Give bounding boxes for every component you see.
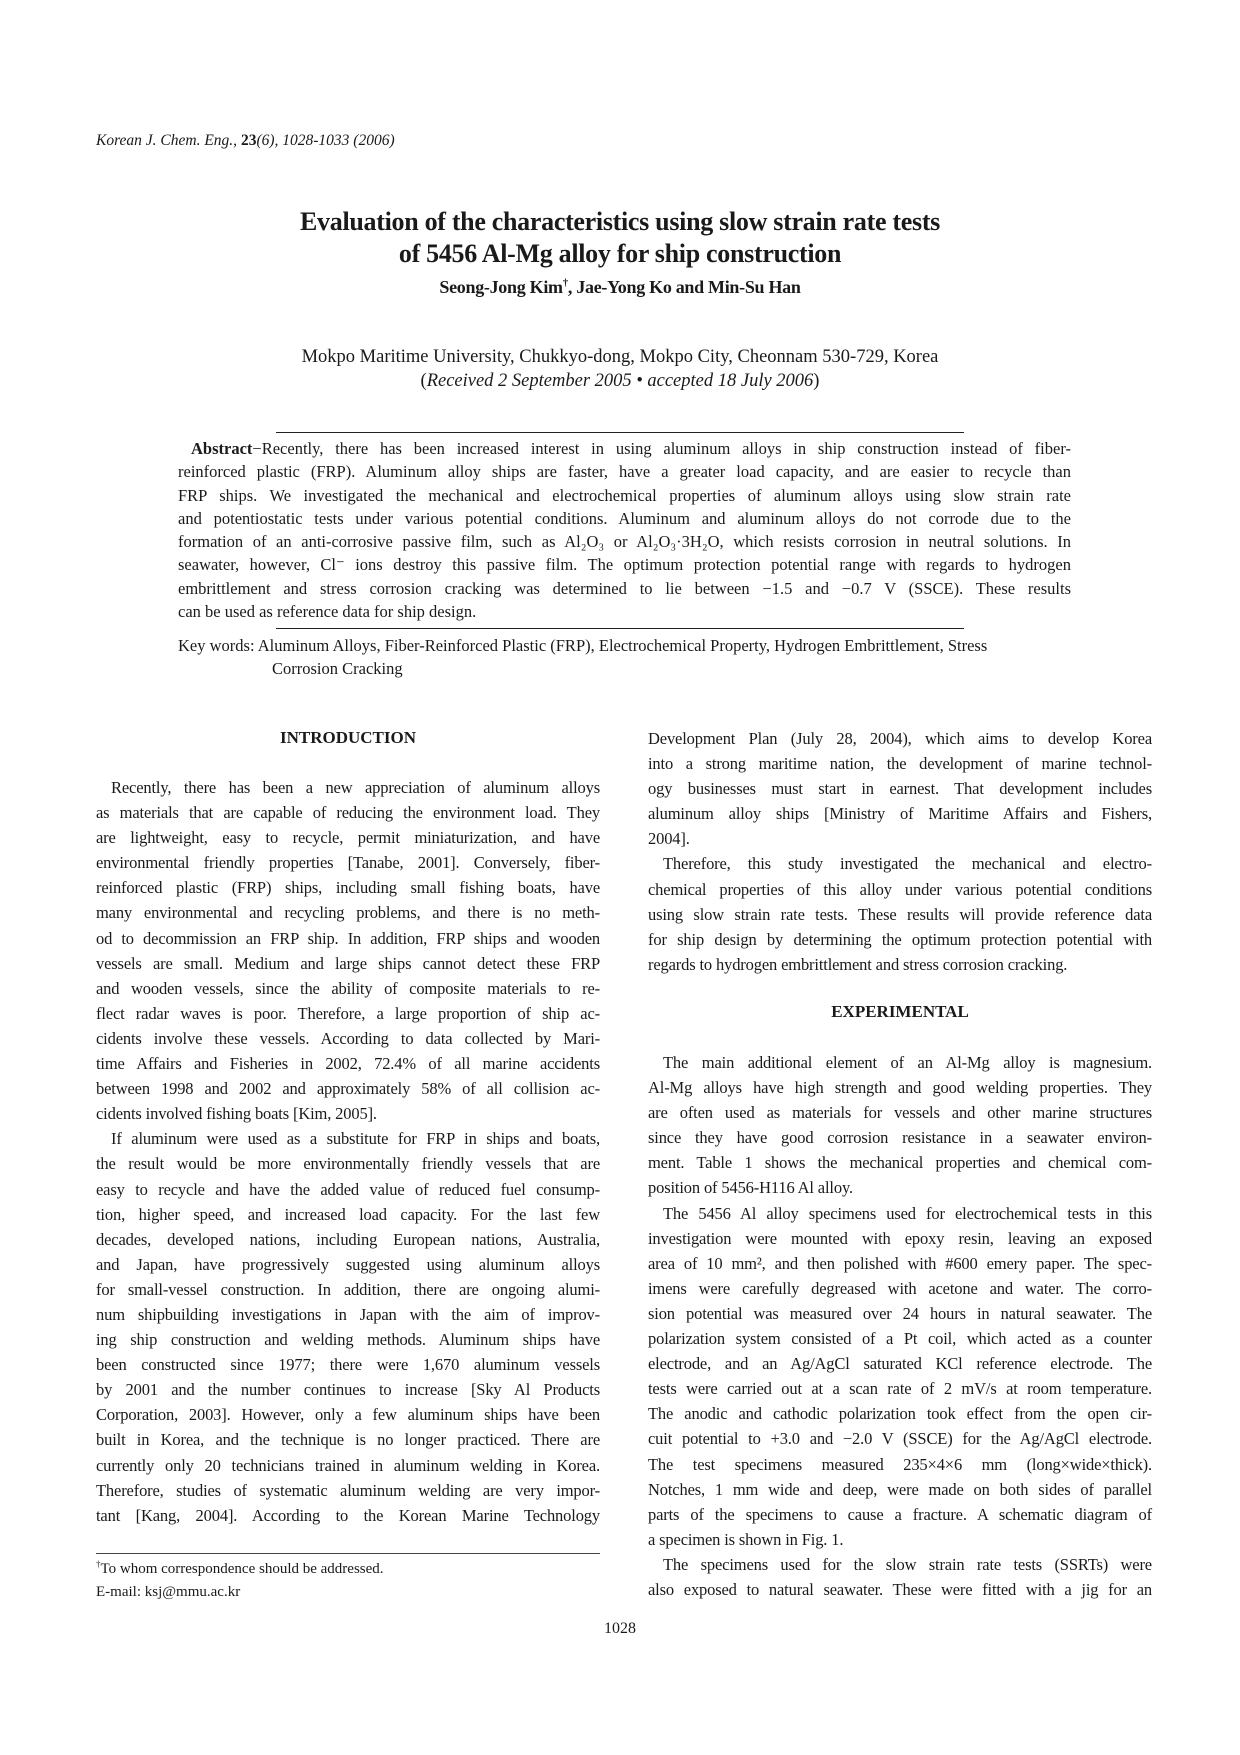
footnote-rule	[96, 1553, 600, 1554]
right-column-body-experimental	[648, 1050, 1152, 1602]
paragraph	[648, 1552, 1152, 1602]
text-line: flect radar waves is poor. Therefore, a large proportion of ship ac-	[96, 1003, 600, 1023]
paper-title-line-2: of 5456 Al-Mg alloy for ship construction	[398, 239, 842, 268]
text-line: built in Korea, and the technique is no longer practiced. There are	[96, 1430, 600, 1450]
text-line: are often used as materials for vessels and other marine structures	[648, 1103, 1152, 1123]
text-line: tests were carried out at a scan rate of 2 mV/s at room temperature.	[648, 1379, 1152, 1399]
paragraph	[96, 775, 600, 1126]
paragraph	[96, 1126, 600, 1528]
text-line: between 1998 and 2002 and approximately 58% of all collision ac-	[96, 1079, 600, 1099]
text-line: cuit potential to +3.0 and −2.0 V (SSCE) for the Ag/AgCl electrode.	[648, 1429, 1152, 1449]
text-line: num shipbuilding investigations in Japan with the aim of improv-	[96, 1304, 600, 1324]
paper-title-line-1: Evaluation of the characteristics using slow strain rate tests	[300, 207, 940, 236]
text-line: regards to hydrogen embrittlement and stress corrosion cracking.	[648, 954, 1068, 974]
text-line: as materials that are capable of reducing the environment load. They	[96, 803, 600, 823]
authors	[0, 276, 1240, 298]
text-line: using slow strain rate tests. These results will provide reference data	[648, 904, 1152, 924]
keywords	[178, 635, 1071, 680]
paren-open: (	[420, 371, 427, 391]
abstract-bottom-rule	[276, 628, 964, 629]
journal-citation	[96, 131, 395, 151]
text-line: Therefore, this study investigated the mechanical and electro-	[663, 854, 1152, 874]
section-heading-introduction: INTRODUCTION	[279, 728, 417, 747]
section-heading-experimental: EXPERIMENTAL	[831, 1002, 969, 1021]
footnote-mark: †	[96, 1559, 101, 1569]
text-line: parts of the specimens to cause a fracture. A schematic diagram of	[648, 1504, 1152, 1524]
paragraph	[648, 851, 1152, 976]
abstract-line	[178, 437, 1071, 460]
text-line: ogy businesses must start in earnest. That development includes	[648, 779, 1152, 799]
text-line: and wooden vessels, since the ability of composite materials to re-	[96, 978, 600, 998]
text-line: for ship design by determining the optimum protection potential with	[648, 929, 1152, 949]
text-line: since they have good corrosion resistance in a seawater environ-	[648, 1128, 1152, 1148]
text-line: the result would be more environmentally friendly vessels that are	[96, 1154, 600, 1174]
abstract-line: and potentiostatic tests under various potential conditions. Aluminum and aluminum alloys do not corrode due to the	[178, 508, 1071, 528]
corresponding-mark: †	[562, 277, 568, 289]
text-line: ing ship construction and welding methods. Aluminum ships have	[96, 1330, 600, 1350]
text-line: electrode, and an Ag/AgCl saturated KCl reference electrode. The	[648, 1354, 1152, 1374]
abstract-line: embrittlement and stress corrosion cracking was determined to lie between −1.5 and −0.7 V (SSCE). These results	[178, 578, 1071, 598]
text-line: and Japan, have progressively suggested using aluminum alloys	[96, 1254, 600, 1274]
text-line: tant [Kang, 2004]. According to the Korean Marine Technology	[96, 1505, 600, 1525]
text-line: easy to recycle and have the added value of reduced fuel consump-	[96, 1179, 600, 1199]
abstract-line: seawater, however, Cl⁻ ions destroy this passive film. The optimum protection potential range with regards to hydrogen	[178, 555, 1071, 575]
text-line: Therefore, studies of systematic aluminum welding are very impor-	[96, 1480, 600, 1500]
text-line: Recently, there has been a new appreciation of aluminum alloys	[111, 778, 600, 797]
text-line: cidents involve these vessels. According to data collected by Mari-	[96, 1028, 600, 1048]
journal-volume: 23	[240, 132, 257, 149]
text-line: into a strong maritime nation, the development of marine technol-	[648, 754, 1152, 774]
journal-issue-pages: (6), 1028-1033 (2006)	[256, 132, 395, 149]
footnote-email: E-mail: ksj@mmu.ac.kr	[96, 1584, 241, 1600]
text-line: The main additional element of an Al-Mg alloy is magnesium.	[663, 1053, 1152, 1072]
text-line: many environmental and recycling problems, and there is no meth-	[96, 903, 600, 923]
keywords-text-2: Corrosion Cracking	[272, 658, 403, 678]
text-line: cidents involved fishing boats [Kim, 2005].	[96, 1104, 377, 1124]
text-line: also exposed to natural seawater. These were fitted with a jig for an	[648, 1579, 1152, 1599]
text-line: by 2001 and the number continues to increase [Sky Al Products	[96, 1380, 600, 1400]
text-line: position of 5456-H116 Al alloy.	[648, 1178, 853, 1198]
keywords-label: Key words:	[178, 636, 258, 655]
text-line: The test specimens measured 235×4×6 mm (long×wide×thick).	[648, 1454, 1152, 1474]
text-line: environmental friendly properties [Tanabe, 2001]. Conversely, fiber-	[96, 853, 600, 873]
text-line: decades, developed nations, including European nations, Australia,	[96, 1229, 600, 1249]
text-line: area of 10 mm², and then polished with #600 emery paper. The spec-	[648, 1253, 1152, 1273]
abstract	[178, 437, 1071, 623]
text-line: reinforced plastic (FRP) ships, including small fishing boats, have	[96, 878, 600, 898]
abstract-line: reinforced plastic (FRP). Aluminum alloy ships are faster, have a greater load capacity, and are easier to recycle than	[178, 462, 1071, 482]
text-line: 2004].	[648, 829, 690, 849]
text-line: Al-Mg alloys have high strength and good welding properties. They	[648, 1078, 1152, 1098]
abstract-label: Abstract	[191, 439, 253, 458]
text-line: The 5456 Al alloy specimens used for electrochemical tests in this	[663, 1203, 1152, 1223]
abstract-line: FRP ships. We investigated the mechanical and electrochemical properties of aluminum alloys using slow strain rate	[178, 485, 1071, 505]
received-text: Received 2 September 2005 • accepted 18 July 2006	[426, 371, 814, 391]
received-dates	[0, 370, 1240, 392]
other-authors: , Jae-Yong Ko and Min-Su Han	[567, 277, 801, 297]
abstract-first-text: −Recently, there has been increased interest in using aluminum alloys in ship construction instead of fiber-	[252, 439, 1071, 458]
page-number: 1028	[604, 1620, 636, 1637]
text-line: investigation were mounted with epoxy resin, leaving an exposed	[648, 1228, 1152, 1248]
text-line: polarization system consisted of a Pt coil, which acted as a counter	[648, 1329, 1152, 1349]
text-line: Corporation, 2003]. However, only a few aluminum ships have been	[96, 1405, 600, 1425]
left-column-body	[96, 775, 600, 1528]
text-line: vessels are small. Medium and large ships cannot detect these FRP	[96, 953, 600, 973]
text-line: chemical properties of this alloy under various potential conditions	[648, 879, 1152, 899]
text-line: Development Plan (July 28, 2004), which aims to develop Korea	[648, 729, 1152, 748]
text-line: ment. Table 1 shows the mechanical properties and chemical com-	[648, 1153, 1152, 1173]
abstract-line: formation of an anti-corrosive passive film, such as Al₂O₃ or Al₂O₃·3H₂O, which resists corrosion in neutral solutions. In	[178, 532, 1071, 552]
text-line: tion, higher speed, and increased load capacity. For the last few	[96, 1204, 600, 1224]
author-1: Seong-Jong Kim	[439, 277, 563, 297]
abstract-line: can be used as reference data for ship design.	[178, 602, 477, 622]
paren-close: )	[813, 371, 820, 391]
text-line: for small-vessel construction. In addition, there are ongoing alumi-	[96, 1279, 600, 1299]
affiliation: Mokpo Maritime University, Chukkyo-dong, Mokpo City, Cheonnam 530-729, Korea	[301, 347, 939, 367]
paragraph	[648, 1201, 1152, 1552]
text-line: time Affairs and Fisheries in 2002, 72.4% of all marine accidents	[96, 1054, 600, 1074]
abstract-top-rule	[276, 432, 964, 433]
text-line: aluminum alloy ships [Ministry of Maritime Affairs and Fishers,	[648, 804, 1152, 824]
text-line: The specimens used for the slow strain rate tests (SSRTs) were	[663, 1554, 1152, 1574]
text-line: sion potential was measured over 24 hours in natural seawater. The	[648, 1303, 1152, 1323]
text-line: If aluminum were used as a substitute for FRP in ships and boats,	[111, 1129, 600, 1149]
text-line: The anodic and cathodic polarization took effect from the open cir-	[648, 1404, 1152, 1424]
footnote-text: To whom correspondence should be addressed.	[100, 1561, 384, 1577]
text-line: imens were carefully degreased with acetone and water. The corro-	[648, 1278, 1152, 1298]
journal-name: Korean J. Chem. Eng.,	[96, 132, 238, 149]
footnote	[96, 1558, 384, 1604]
paragraph	[648, 726, 1152, 851]
right-column-body-top	[648, 726, 1152, 977]
paragraph	[648, 1050, 1152, 1201]
text-line: currently only 20 technicians trained in aluminum welding in Korea.	[96, 1455, 600, 1475]
text-line: a specimen is shown in Fig. 1.	[648, 1529, 844, 1549]
text-line: od to decommission an FRP ship. In addition, FRP ships and wooden	[96, 928, 600, 948]
text-line: been constructed since 1977; there were 1,670 aluminum vessels	[96, 1355, 600, 1375]
keywords-text-1: Aluminum Alloys, Fiber-Reinforced Plastic (FRP), Electrochemical Property, Hydrogen Embrittlement, Stress	[257, 636, 988, 655]
text-line: Notches, 1 mm wide and deep, were made on both sides of parallel	[648, 1479, 1152, 1499]
text-line: are lightweight, easy to recycle, permit miniaturization, and have	[96, 828, 600, 848]
